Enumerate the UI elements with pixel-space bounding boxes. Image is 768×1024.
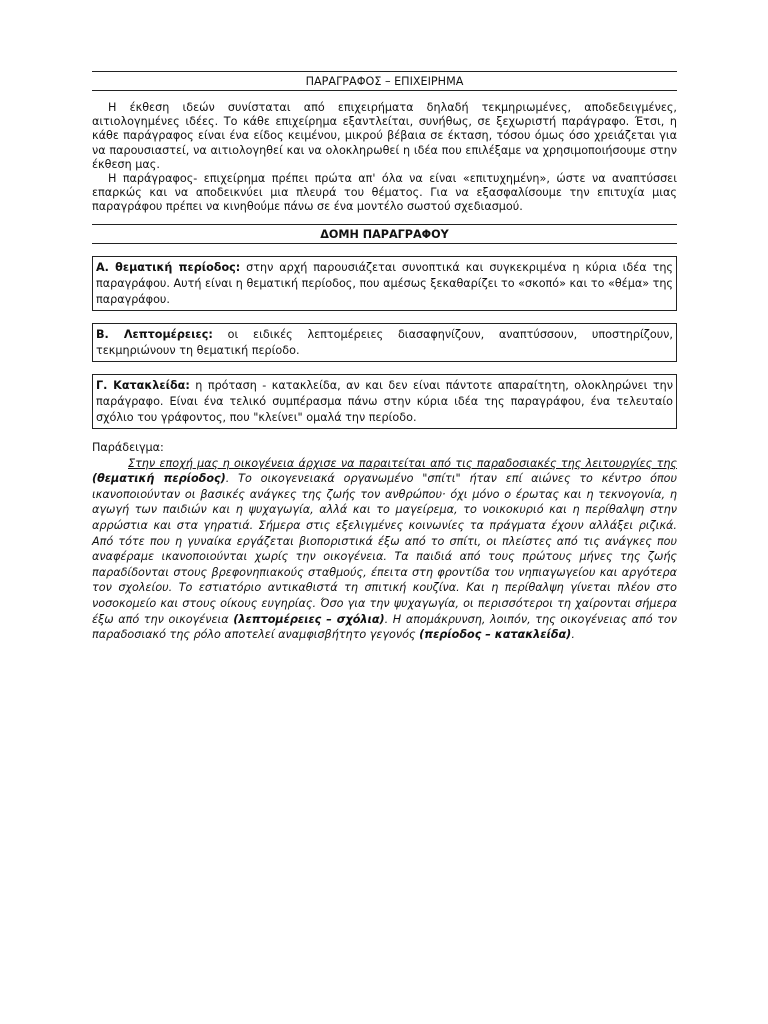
example-end: . xyxy=(571,628,575,642)
example-paragraph xyxy=(92,456,677,643)
box-conclusion-term: Γ. Κατακλείδα: xyxy=(96,378,190,392)
box-topic-sentence xyxy=(92,256,677,311)
box-conclusion-text: η πρόταση - κατακλείδα, αν και δεν είναι πάντοτε απαραίτητη, ολοκληρώνει την παράγραφο. Είναι ένα τελικό συμπέρασμα πάνω στην κύρια ιδέα της παραγράφου, ένα τελευταίο σχόλιο του γράφοντος, που "κλείνει" ομαλά την περίοδο. xyxy=(96,378,673,424)
box-details-term: Β. Λεπτομέρειες: xyxy=(96,327,213,341)
intro-section xyxy=(92,101,677,215)
page-title: ΠΑΡΑΓΡΑΦΟΣ – ΕΠΙΧΕΙΡΗΜΑ xyxy=(92,71,677,91)
example-tag-conclusion: (περίοδος – κατακλείδα) xyxy=(419,628,572,642)
example-conclusion: . Η απομάκρυνση, λοιπόν, της οικογένειας από τον παραδοσιακό της ρόλο αποτελεί αναμφισβήτητο γεγονός xyxy=(92,612,677,642)
box-topic-text: στην αρχή παρουσιάζεται συνοπτικά και συγκεκριμένα η κύρια ιδέα της παραγράφου. Αυτή είναι η θεματική περίοδος, που αμέσως ξεκαθαρίζει το «σκοπό» και το «θέμα» της παραγράφου. xyxy=(96,260,673,306)
example-details: . Το οικογενειακά οργανωμένο "σπίτι" ήταν επί αιώνες το κέντρο όπου ικανοποιούνταν οι βασικές ανάγκες της ζωής τον ανθρώπου· όχι μόνο ο έρωτας και η τεκνογονία, η αγωγή των παιδιών και η ψυχαγωγία, αλλά και το μαγείρεμα, το νοικοκυριό και η περίθαλψη στην αρρώστια και στα γηρατιά. Σήμερα στις εξελιγμένες κοινωνίες τα πράγματα έχουν αλλάξει ριζικά. Από τότε που η γυναίκα εργάζεται βιοποριστικά έξω από το σπίτι, οι πλείστες από τις ανάγκες που αναφέραμε ικανοποιούνται χωρίς την οικογένεια. Τα παιδιά από τους πρώτους μήνες της ζωής παραδίδονται στους βρεφονηπιακούς σταθμούς, έπειτα στη φροντίδα του νηπιαγωγείου και αργότερα τον σχολείου. Το εστιατόριο αντικαθιστά τη σπιτική κουζίνα. Και η περίθαλψη γίνεται πλέον στο νοσοκομείο και στους οίκους ευγηρίας. Όσο για την ψυχαγωγία, οι περισσότεροι τη χαίρονται σήμερα έξω από την οικογένεια xyxy=(92,472,677,626)
document-page xyxy=(92,62,677,643)
example-label: Παράδειγμα: xyxy=(92,440,164,454)
box-topic-term: Α. θεματική περίοδος: xyxy=(96,260,241,274)
intro-paragraph-2: Η παράγραφος- επιχείρημα πρέπει πρώτα απ' όλα να είναι «επιτυχημένη», ώστε να αναπτύσσει επαρκώς και να αποδεικνύει μια πλευρά του θέματος. Για να εξασφαλίσουμε την επιτυχία μιας παραγράφου πρέπει να κινηθούμε πάνω σε ένα μοντέλο σωστού σχεδιασμού. xyxy=(92,172,677,214)
example-tag-details: (λεπτομέρειες – σχόλια) xyxy=(233,612,385,626)
intro-paragraph-1: Η έκθεση ιδεών συνίσταται από επιχειρήματα δηλαδή τεκμηριωμένες, αποδεδειγμένες, αιτιολογημένες ιδέες. Το κάθε επιχείρημα εξαντλείται, συνήθως, σε ξεχωριστή παράγραφο. Έτσι, η κάθε παράγραφος είναι ένα είδος κειμένου, μικρού βέβαια σε έκταση, τόσου όμως όσο χρειάζεται για να παρουσιαστεί, να αιτιολογηθεί και να ολοκληρωθεί η ιδέα που επιλέξαμε να χρησιμοποιήσουμε στην έκθεση μας. xyxy=(92,101,677,171)
example-topic-sentence: Στην εποχή μας η οικογένεια άρχισε να παραιτείται από τις παραδοσιακές της λειτουργίες της xyxy=(128,456,677,470)
structure-heading: ΔΟΜΗ ΠΑΡΑΓΡΑΦΟΥ xyxy=(92,224,677,244)
box-details xyxy=(92,323,677,362)
box-details-text: οι ειδικές λεπτομέρειες διασαφηνίζουν, αναπτύσσουν, υποστηρίζουν, τεκμηριώνουν τη θεματική περίοδο. xyxy=(96,327,673,357)
example-tag-topic: (θεματική περίοδος) xyxy=(92,472,226,486)
box-conclusion xyxy=(92,374,677,429)
